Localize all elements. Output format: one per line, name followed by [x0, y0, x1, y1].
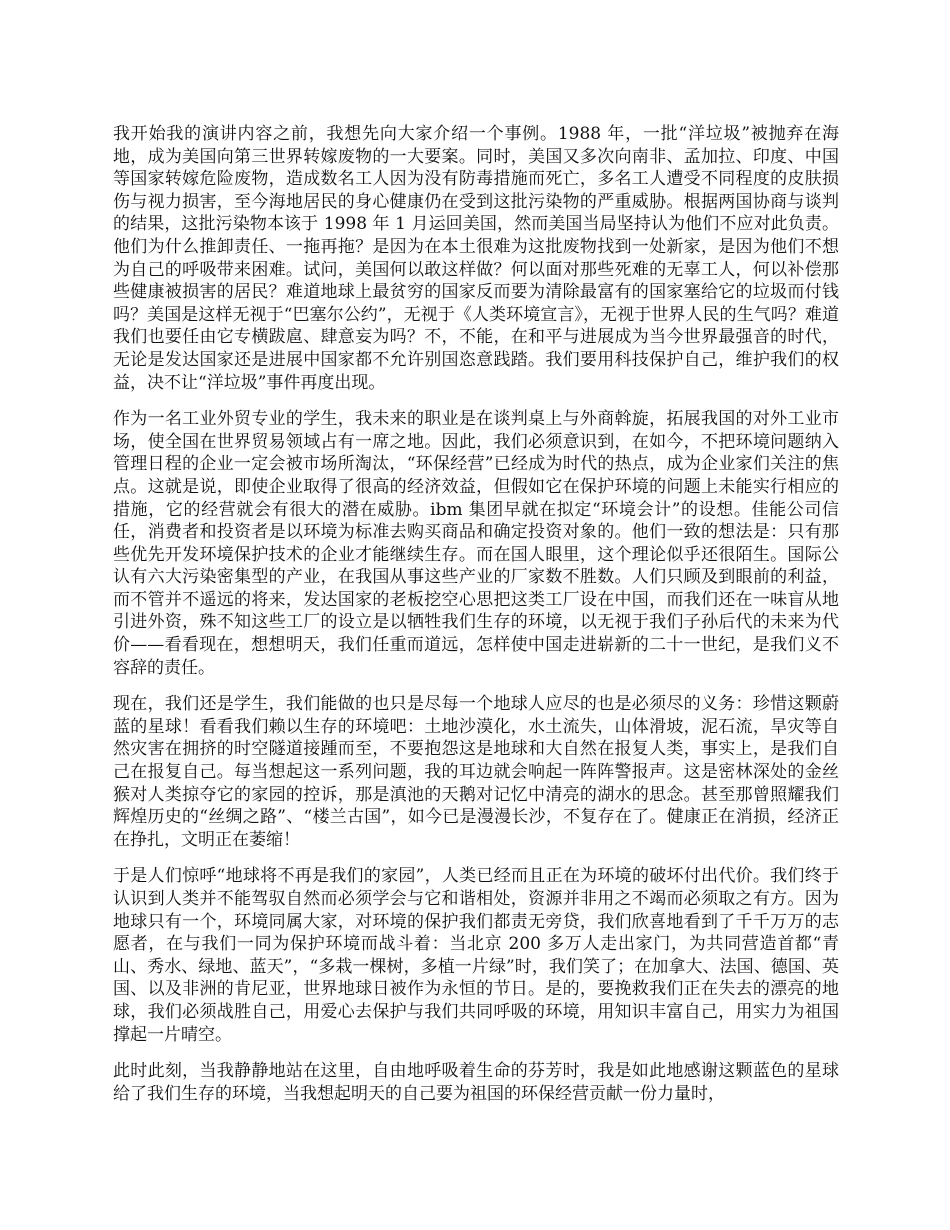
paragraph-3: 现在，我们还是学生，我们能做的也只是尽每一个地球人应尽的也是必须尽的义务：珍惜这颗蔚蓝的星球！看看我们赖以生存的环境吧：土地沙漠化，水土流失，山体滑坡，泥石流，旱灾等自然灾害在拥挤的时空隧道接踵而至，不要抱怨这是地球和大自然在报复人类，事实上，是我们自己在报复自己。每当想起这一系列问题，我的耳边就会响起一阵阵警报声。这是密林深处的金丝猴对人类掠夺它的家园的控诉，那是滇池的天鹅对记忆中清亮的湖水的思念。甚至那曾照耀我们辉煌历史的“丝绸之路”、“楼兰古国”，如今已是漫漫长沙，不复存在了。健康正在消损，经济正在挣扎，文明正在萎缩！	[113, 694, 839, 850]
paragraph-2: 作为一名工业外贸专业的学生，我未来的职业是在谈判桌上与外商斡旋，拓展我国的对外工业市场，使全国在世界贸易领域占有一席之地。因此，我们必须意识到，在如今，不把环境问题纳入管理日程的企业一定会被市场所淘汰，“环保经营”已经成为时代的热点，成为企业家们关注的焦点。这就是说，即使企业取得了很高的经济效益，但假如它在保护环境的问题上未能实行相应的措施，它的经营就会有很大的潜在威胁。ibm 集团早就在拟定“环境会计”的设想。佳能公司信任，消费者和投资者是以环境为标准去购买商品和确定投资对象的。他们一致的想法是：只有那些优先开发环境保护技术的企业才能继续生存。而在国人眼里，这个理论似乎还很陌生。国际公认有六大污染密集型的产业，在我国从事这些产业的厂家数不胜数。人们只顾及到眼前的利益，而不管并不遥远的将来，发达国家的老板挖空心思把这类工厂设在中国，而我们还在一味盲从地引进外资，殊不知这些工厂的设立是以牺牲我们生存的环境，以无视于我们子孙后代的未来为代价——看看现在，想想明天，我们任重而道远，怎样使中国走进崭新的二十一世纪，是我们义不容辞的责任。	[113, 409, 839, 678]
paragraph-4: 于是人们惊呼“地球将不再是我们的家园”，人类已经而且正在为环境的破坏付出代价。我们终于认识到人类并不能驾驭自然而必须学会与它和谐相处，资源并非用之不竭而必须取之有方。因为地球只有一个，环境同属大家，对环境的保护我们都责无旁贷，我们欣喜地看到了千千万万的志愿者，在与我们一同为保护环境而战斗着：当北京 200 多万人走出家门，为共同营造首都“青山、秀水、绿地、蓝天”，“多栽一棵树，多植一片绿”时，我们笑了；在加拿大、法国、德国、英国、以及非洲的肯尼亚，世界地球日被作为永恒的节日。是的，要挽救我们正在失去的漂亮的地球，我们必须战胜自己，用爱心去保护与我们共同呼吸的环境，用知识丰富自己，用实力为祖国撑起一片晴空。	[113, 866, 839, 1045]
paragraph-5: 此时此刻，当我静静地站在这里，自由地呼吸着生命的芬芳时，我是如此地感谢这颗蓝色的星球给了我们生存的环境，当我想起明天的自己要为祖国的环保经营贡献一份力量时，	[113, 1061, 839, 1104]
paragraph-1: 我开始我的演讲内容之前，我想先向大家介绍一个事例。1988 年，一批“洋垃圾”被抛弃在海地，成为美国向第三世界转嫁废物的一大要案。同时，美国又多次向南非、孟加拉、印度、中国等国家转嫁危险废物，造成数名工人因为没有防毒措施而死亡，多名工人遭受不同程度的皮肤损伤与视力损害，至今海地居民的身心健康仍在受到这批污染物的严重威胁。根据两国协商与谈判的结果，这批污染物本该于 1998 年 1 月运回美国，然而美国当局坚持认为他们不应对此负责。他们为什么推卸责任、一拖再拖？是因为在本土很难为这批废物找到一处新家，是因为他们不想为自己的呼吸带来困难。试问，美国何以敢这样做？何以面对那些死难的无辜工人，何以补偿那些健康被损害的居民？难道地球上最贫穷的国家反而要为清除最富有的国家塞给它的垃圾而付钱吗？美国是这样无视于“巴塞尔公约”，无视于《人类环境宣言》，无视于世界人民的生气吗？难道我们也要任由它专横跋扈、肆意妄为吗？不，不能，在和平与进展成为当今世界最强音的时代，无论是发达国家还是进展中国家都不允许别国恣意践踏。我们要用科技保护自己，维护我们的权益，决不让“洋垃圾”事件再度出现。	[113, 124, 839, 393]
document-body	[113, 123, 839, 1119]
